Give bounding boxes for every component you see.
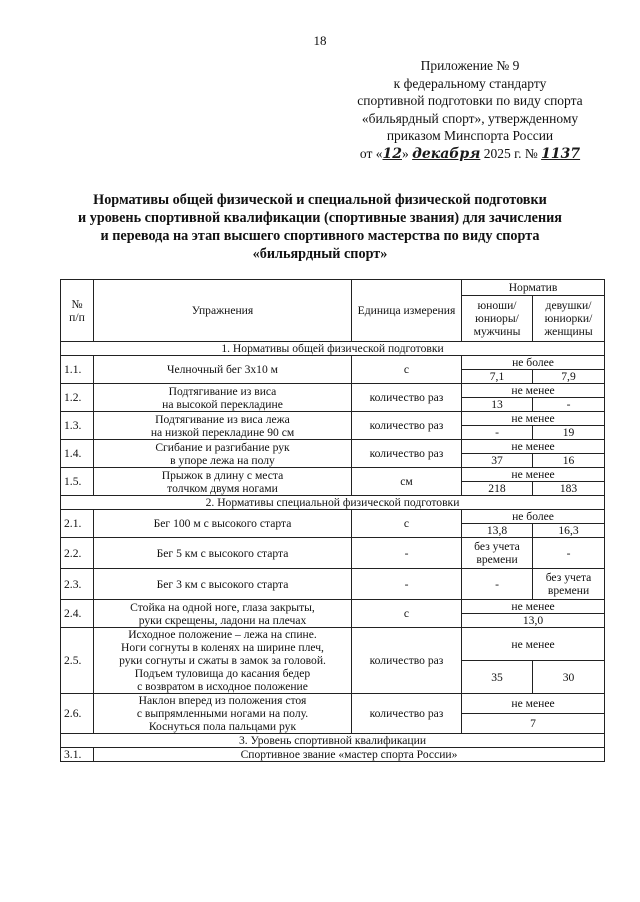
exercise-name: Бег 100 м с высокого старта xyxy=(94,510,352,538)
norm-condition: не менее xyxy=(462,694,605,714)
unit: с xyxy=(352,510,462,538)
appendix-line: спортивной подготовки по виду спорта xyxy=(357,93,583,108)
norm-male: 37 xyxy=(462,454,533,468)
row-number: 2.2. xyxy=(61,538,94,569)
appendix-header xyxy=(330,57,610,163)
exercise-name: Прыжок в длину с места толчком двумя ногами xyxy=(94,468,352,496)
norm-female: 16,3 xyxy=(533,524,605,538)
row-number: 1.3. xyxy=(61,412,94,440)
exercise-name: Исходное положение – лежа на спине. Ноги согнуты в коленях на ширине плеч, руки согнуты и сжаты в замок за головой. Подъем туловища до касания бедер с возвратом в исходное положение xyxy=(94,628,352,694)
unit: - xyxy=(352,538,462,569)
appendix-line: Приложение № 9 xyxy=(420,58,520,73)
document-title: Нормативы общей физической и специальной физической подготовки и уровень спортивной квалификации (спортивные звания) для зачисления и перевода на этап высшего спортивного мастерства по виду спорта «бильярдный спорт» xyxy=(78,192,562,262)
norm-condition: не менее xyxy=(462,440,605,454)
section-heading: 1. Нормативы общей физической подготовки xyxy=(61,342,605,356)
unit: с xyxy=(352,356,462,384)
row-number: 2.4. xyxy=(61,600,94,628)
row-number: 1.5. xyxy=(61,468,94,496)
header-girls: девушки/ юниорки/ женщины xyxy=(533,296,605,342)
handwritten-month: декабря xyxy=(412,145,481,162)
exercise-name: Наклон вперед из положения стоя с выпрямленными ногами на полу. Коснуться пола пальцами рук xyxy=(94,694,352,734)
exercise-name: Стойка на одной ноге, глаза закрыты, руки скрещены, ладони на плечах xyxy=(94,600,352,628)
row-number: 1.4. xyxy=(61,440,94,468)
norm-female: 19 xyxy=(533,426,605,440)
norm-female: 7,9 xyxy=(533,370,605,384)
header-boys: юноши/ юниоры/ мужчины xyxy=(462,296,533,342)
norm-male: 35 xyxy=(462,661,533,694)
row-number: 2.3. xyxy=(61,569,94,600)
norm-condition: не менее xyxy=(462,468,605,482)
norm-male: 13 xyxy=(462,398,533,412)
exercise-name: Подтягивание из виса на высокой перекладине xyxy=(94,384,352,412)
norm-condition: не более xyxy=(462,356,605,370)
norm-both: 7 xyxy=(462,714,605,734)
row-number: 1.2. xyxy=(61,384,94,412)
norm-condition: не более xyxy=(462,510,605,524)
appendix-line: «бильярдный спорт», утвержденному xyxy=(361,110,579,126)
unit: см xyxy=(352,468,462,496)
handwritten-order-number: 1137 xyxy=(541,145,581,162)
section-heading: 3. Уровень спортивной квалификации xyxy=(61,734,605,748)
qualification-title: Спортивное звание «мастер спорта России» xyxy=(94,748,605,762)
norm-male: - xyxy=(462,426,533,440)
norms-table xyxy=(60,279,605,762)
header-num: № п/п xyxy=(61,280,94,342)
norm-male: 13,8 xyxy=(462,524,533,538)
appendix-line: к федеральному стандарту xyxy=(393,75,547,91)
header-unit: Единица измерения xyxy=(352,280,462,342)
unit: количество раз xyxy=(352,412,462,440)
exercise-name: Бег 3 км с высокого старта xyxy=(94,569,352,600)
header-norm: Норматив xyxy=(462,280,605,296)
norm-male: 218 xyxy=(462,482,533,496)
section-heading: 2. Нормативы специальной физической подготовки xyxy=(61,496,605,510)
norm-condition: не менее xyxy=(462,628,605,661)
norm-female: - xyxy=(533,398,605,412)
page-number: 18 xyxy=(313,33,327,48)
norm-female: - xyxy=(533,538,605,569)
exercise-name: Бег 5 км с высокого старта xyxy=(94,538,352,569)
row-number: 2.5. xyxy=(61,628,94,694)
appendix-line: приказом Минспорта России xyxy=(386,128,554,143)
exercise-name: Челночный бег 3х10 м xyxy=(94,356,352,384)
norm-female: 16 xyxy=(533,454,605,468)
unit: количество раз xyxy=(352,440,462,468)
norm-condition: не менее xyxy=(462,412,605,426)
norm-male: без учета времени xyxy=(462,538,533,569)
exercise-name: Подтягивание из виса лежа на низкой перекладине 90 см xyxy=(94,412,352,440)
unit: с xyxy=(352,600,462,628)
norm-male: - xyxy=(462,569,533,600)
row-number: 1.1. xyxy=(61,356,94,384)
row-number: 2.1. xyxy=(61,510,94,538)
norm-female: 30 xyxy=(533,661,605,694)
unit: количество раз xyxy=(352,628,462,694)
norm-condition: не менее xyxy=(462,600,605,614)
handwritten-day: 12 xyxy=(382,145,402,162)
exercise-name: Сгибание и разгибание рук в упоре лежа на полу xyxy=(94,440,352,468)
norm-both: 13,0 xyxy=(462,614,605,628)
unit: количество раз xyxy=(352,694,462,734)
norm-female: без учета времени xyxy=(533,569,605,600)
order-date-line: от «12» декабря 2025 г. № 1137 xyxy=(359,145,581,162)
norm-condition: не менее xyxy=(462,384,605,398)
norm-male: 7,1 xyxy=(462,370,533,384)
norm-female: 183 xyxy=(533,482,605,496)
header-exercise: Упражнения xyxy=(94,280,352,342)
row-number: 3.1. xyxy=(61,748,94,762)
unit: количество раз xyxy=(352,384,462,412)
row-number: 2.6. xyxy=(61,694,94,734)
unit: - xyxy=(352,569,462,600)
